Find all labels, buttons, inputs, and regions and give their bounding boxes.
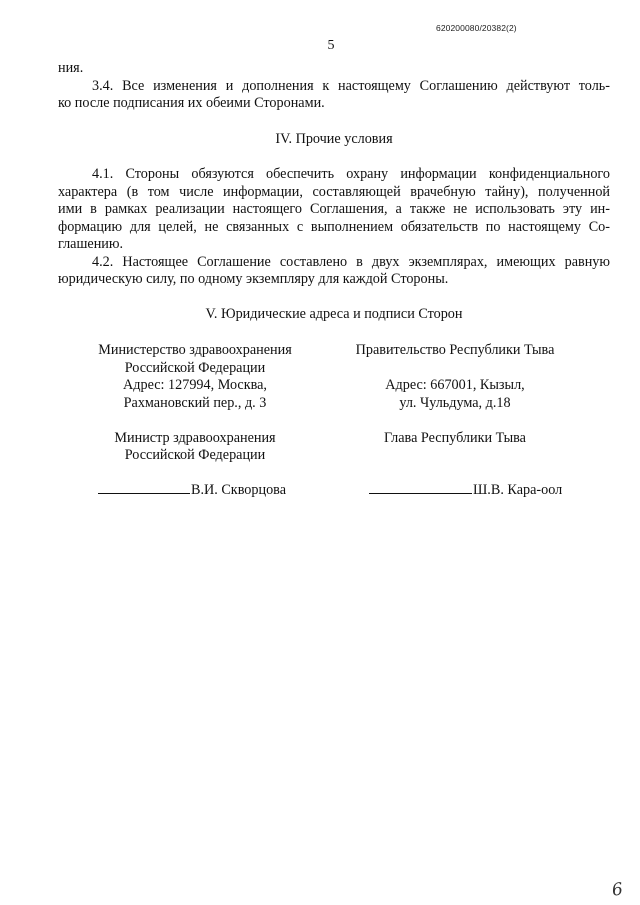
page-number: 5	[327, 38, 335, 53]
clause-4-1-line-3: ими в рамках реализации настоящего Соглашения, а также не использовать эту ин-	[58, 201, 610, 217]
party-left-title-line-1: Министр здравоохранения	[114, 429, 276, 446]
section-4-heading: IV. Прочие условия	[275, 131, 393, 147]
party-left-org-line-1: Министерство здравоохранения	[98, 342, 292, 358]
party-left-title-line-2: Российской Федерации	[124, 447, 266, 463]
handwritten-page-mark: 6	[610, 879, 625, 901]
clause-3-4-line-2: ко после подписания их обеими Сторонами.	[58, 95, 325, 111]
clause-3-4-block	[58, 60, 610, 113]
clause-4-block	[58, 166, 610, 289]
clause-4-1-line-5: глашению.	[58, 236, 124, 252]
signature-line-right	[369, 481, 472, 494]
party-right-address-line-2: ул. Чульдума, д.18	[399, 394, 511, 411]
clause-4-1-line-2: характера (в том числе информации, составляющей врачебную тайну), полученной	[58, 183, 610, 200]
signatory-left-name: В.И. Скворцова	[191, 482, 286, 498]
section-5-heading: V. Юридические адреса и подписи Сторон	[205, 306, 463, 322]
party-left-org-line-2: Российской Федерации	[124, 359, 266, 376]
party-left-address-line-2: Рахмановский пер., д. 3	[123, 394, 267, 411]
signature-line-left	[98, 481, 190, 494]
signature-left	[98, 481, 286, 500]
carry-over-text: ния.	[58, 60, 84, 76]
signature-right	[369, 481, 562, 500]
clause-4-1-line-1: 4.1. Стороны обязуются обеспечить охрану информации конфиденциального	[92, 166, 610, 182]
clause-3-4-line-1: 3.4. Все изменения и дополнения к настоящему Соглашению действуют толь-	[92, 77, 610, 94]
party-right-block	[305, 342, 605, 447]
party-right-org-line-1: Правительство Республики Тыва	[355, 342, 555, 358]
signatory-right-name: Ш.В. Кара-оол	[473, 482, 563, 498]
clause-4-2-line-1: 4.2. Настоящее Соглашение составлено в двух экземплярах, имеющих равную	[92, 253, 610, 270]
party-right-title-line-1: Глава Республики Тыва	[384, 429, 526, 446]
party-left-address-line-1: Адрес: 127994, Москва,	[123, 377, 267, 393]
party-left-block	[45, 342, 345, 465]
document-code: 620200080/20382(2)	[436, 23, 517, 33]
party-right-address-line-1: Адрес: 667001, Кызыл,	[385, 377, 525, 393]
clause-4-2-line-2: юридическую силу, по одному экземпляру для каждой Стороны.	[58, 271, 449, 287]
clause-4-1-line-4: формацию для целей, не связанных с выполнением обязательств по настоящему Со-	[58, 218, 610, 235]
